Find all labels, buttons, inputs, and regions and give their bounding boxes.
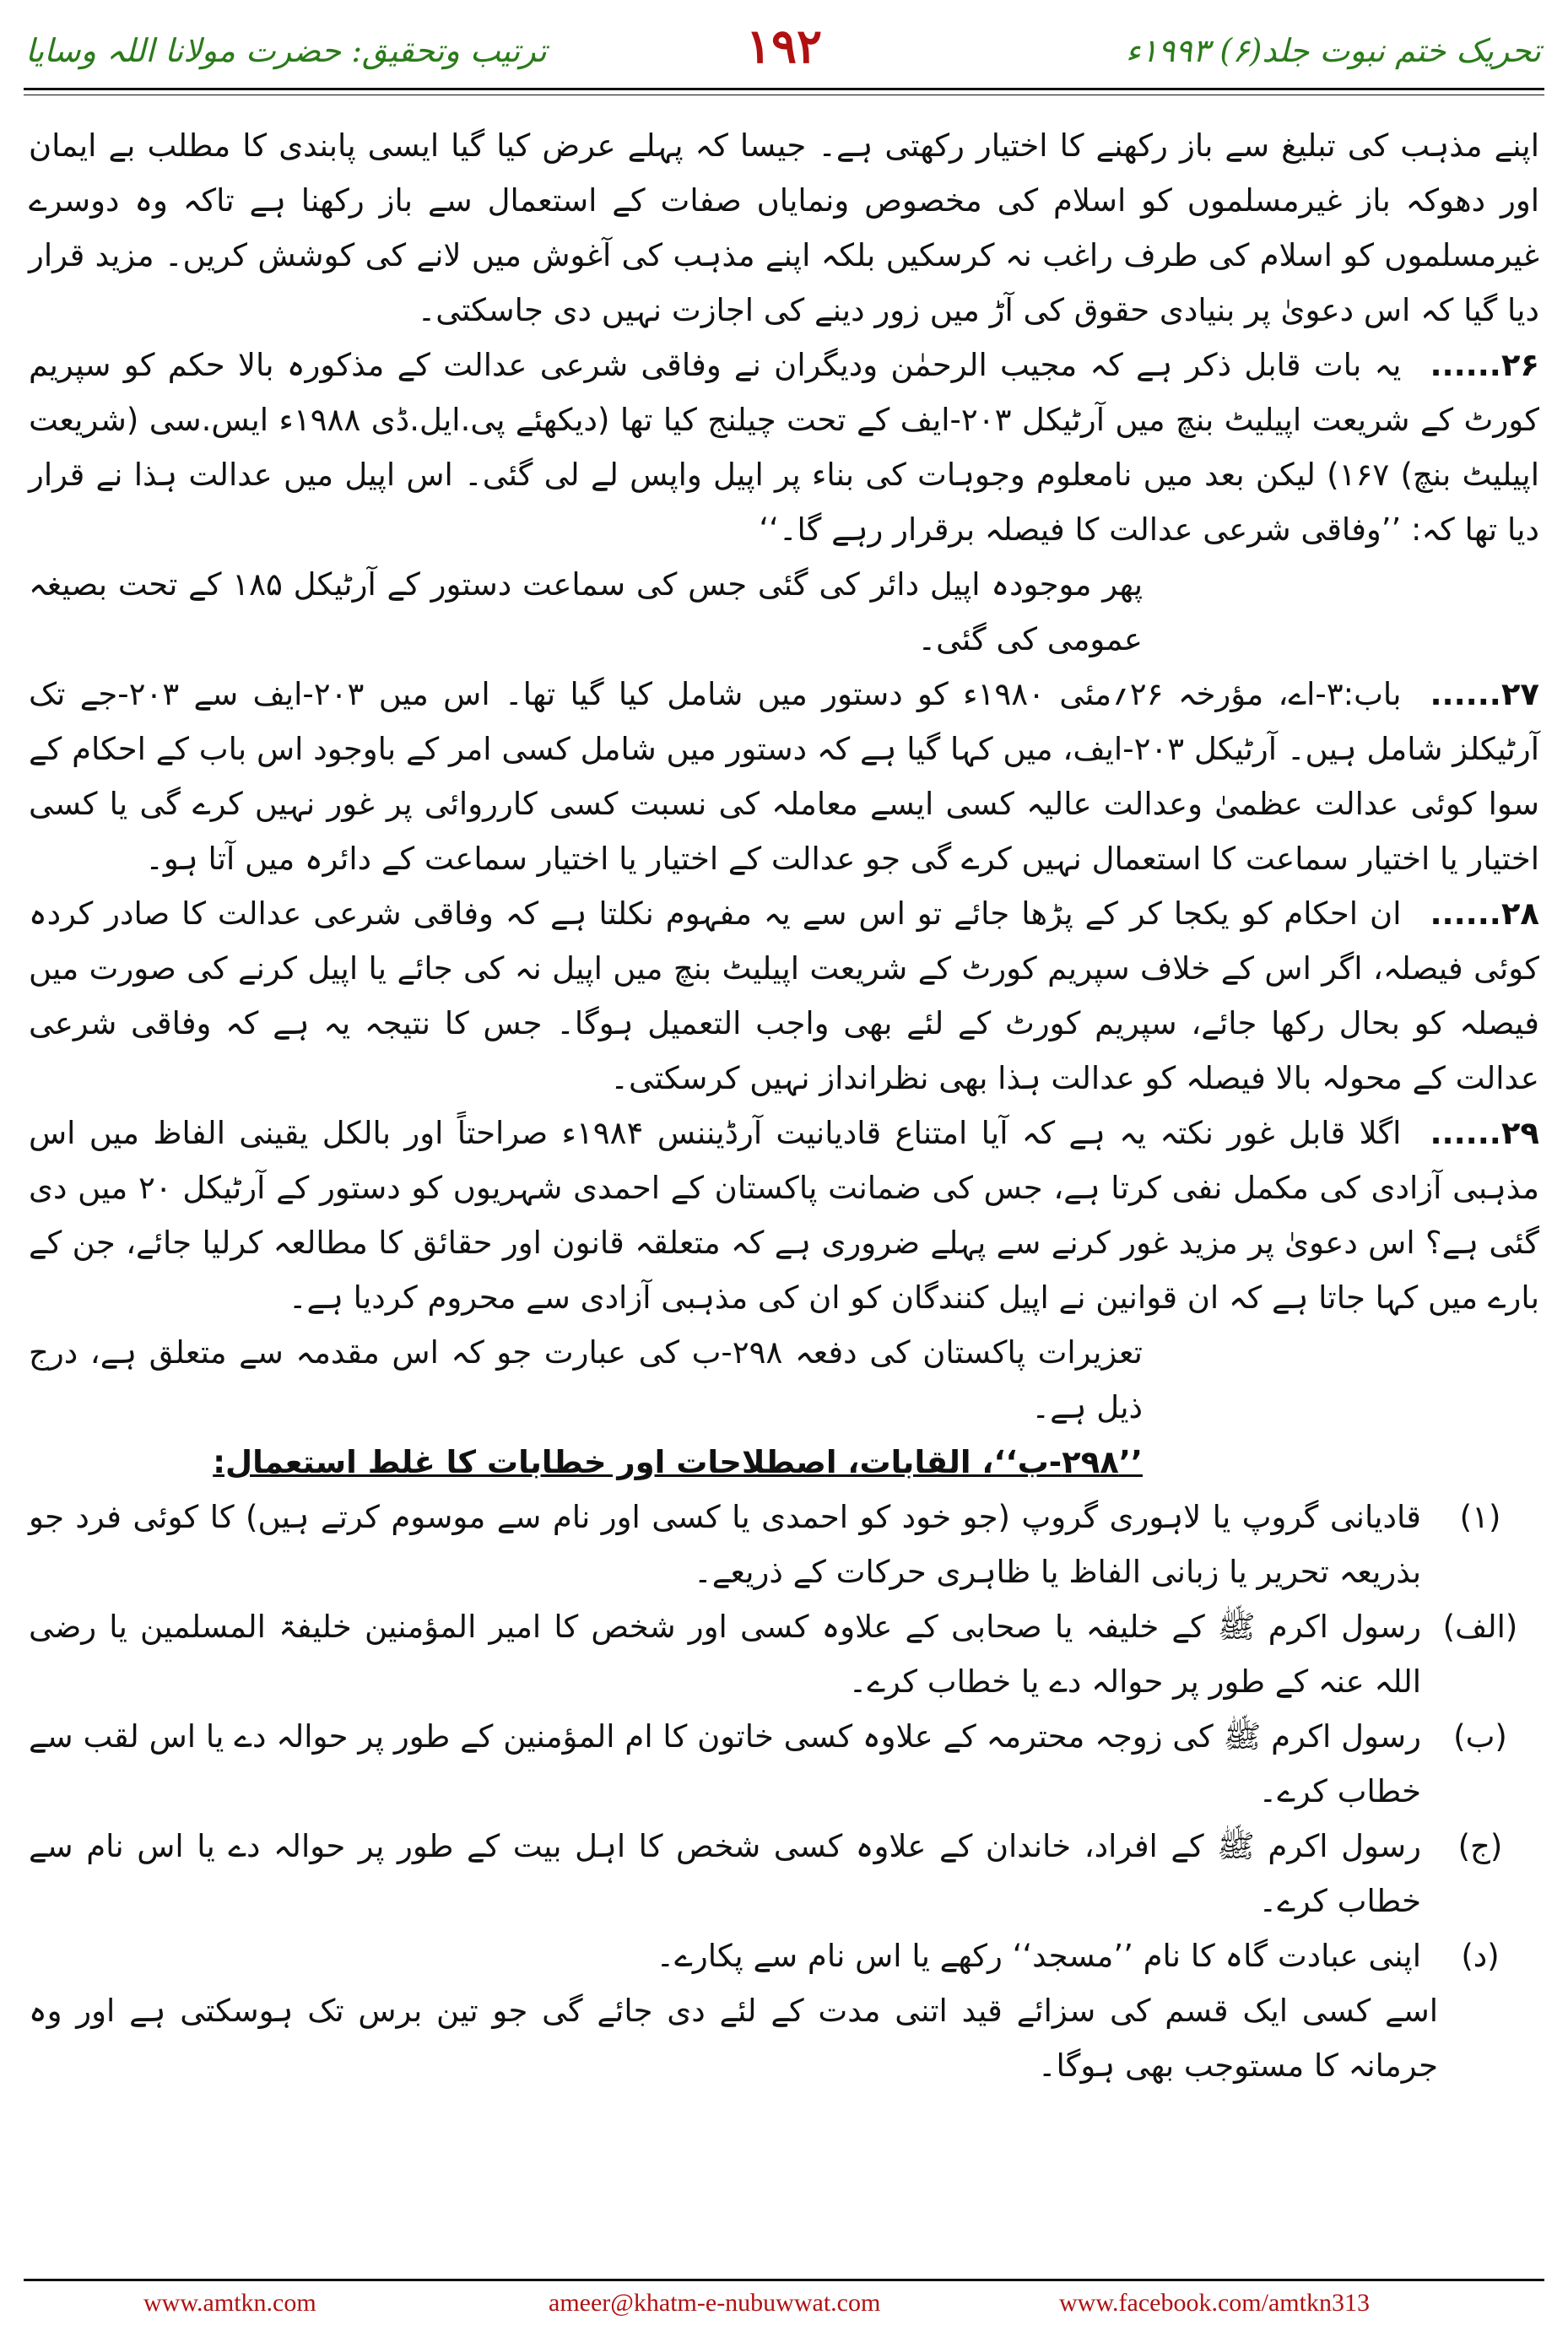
clause-text: رسول اکرم ﷺ کے افراد، خاندان کے علاوہ کسی شخص کا اہل بیت کے طور پر حوالہ دے یا اس نام سے خطاب کرے۔: [29, 1828, 1421, 1919]
paragraph-text: اگلا قابل غور نکتہ یہ ہے کہ آیا امتناع قادیانیت آرڈیننس ۱۹۸۴ء صراحتاً اور بالکل یقینی الفاظ میں اس مذہبی آزادی کی مکمل نفی کرتا ہے، جس کی ضمانت پاکستان کے احمدی شہریوں کو دستور کے آرٹیکل ۲۰ میں دی گئی ہے؟ اس دعویٰ پر مزید غور کرنے سے پہلے ضروری ہے کہ متعلقہ قانون اور حقائق کا مطالعہ کرلیا جائے، جن کے بارے میں کہا جاتا ہے کہ ان قوانین نے اپیل کنندگان کو ان کی مذہبی آزادی سے محروم کردیا ہے۔: [29, 1115, 1540, 1316]
page-header: [0, 0, 1568, 84]
clause-marker: (۱): [1459, 1499, 1501, 1535]
footer-email-link[interactable]: ameer@khatm-e-nubuwwat.com: [549, 2289, 881, 2317]
penal-code-intro: تعزیرات پاکستان کی دفعہ ۲۹۸-ب کی عبارت جو کہ اس مقدمہ سے متعلق ہے، درج ذیل ہے۔: [29, 1334, 1143, 1425]
paragraph-26-continued: پھر موجودہ اپیل دائر کی گئی جس کی سماعت دستور کے آرٹیکل ۱۸۵ کے تحت بصیغہ عمومی کی گئی۔: [29, 566, 1144, 657]
clause-text: اپنی عبادت گاہ کا نام ’’مسجد‘‘ رکھے یا اس نام سے پکارے۔: [656, 1938, 1421, 1974]
footer-website-link[interactable]: www.amtkn.com: [143, 2289, 316, 2317]
clause-be: [29, 1709, 1539, 1819]
paragraph-number: ۲۷......: [1430, 676, 1540, 712]
section-heading: ’’۲۹۸-ب‘‘، القابات، اصطلاحات اور خطابات کا غلط استعمال:: [213, 1444, 1143, 1480]
paragraph-number: ۲۶......: [1430, 347, 1539, 383]
clause-marker: (ج): [1457, 1828, 1503, 1864]
paragraph-number: ۲۹......: [1430, 1115, 1539, 1151]
page-number: ۱۹۲: [745, 19, 823, 74]
header-rule: [24, 88, 1544, 90]
clause-marker: (ب): [1453, 1718, 1507, 1755]
clause-marker: (الف): [1442, 1609, 1518, 1645]
clause-dal: [29, 1928, 1539, 1983]
penalty-paragraph: اسے کسی ایک قسم کی سزائے قید اتنی مدت کے لئے دی جائے گی جو تین برس تک ہوسکتی ہے اور وہ جرمانہ کا مستوجب بھی ہوگا۔: [29, 1993, 1438, 2084]
paragraph-intro: اپنے مذہب کی تبلیغ سے باز رکھنے کا اختیار رکھتی ہے۔ جیسا کہ پہلے عرض کیا گیا ایسی پابندی کا مطلب بے ایمان اور دھوکہ باز غیرمسلموں کو اسلام کی مخصوص ونمایاں صفات کے استعمال سے باز رکھنا ہے تاکہ وہ دوسرے غیرمسلموں کو اسلام کی طرف راغب نہ کرسکیں بلکہ اپنے مذہب کی آغوش میں لانے کی کوشش کریں۔ مزید قرار دیا گیا کہ اس دعویٰ پر بنیادی حقوق کی آڑ میں زور دینے کی اجازت نہیں دی جاسکتی۔: [29, 127, 1539, 328]
clause-text: رسول اکرم ﷺ کے خلیفہ یا صحابی کے علاوہ کسی اور شخص کا امیر المؤمنین خلیفۃ المسلمین یا رضی اللہ عنہ کے طور پر حوالہ دے یا خطاب کرے۔: [29, 1609, 1421, 1700]
header-book-title: تحریک ختم نبوت جلد(۶) ۱۹۹۳ء: [1125, 32, 1541, 69]
clause-text: قادیانی گروپ یا لاہوری گروپ (جو خود کو احمدی یا کسی اور نام سے موسوم کرتے ہیں) کا کوئی فرد جو بذریعہ تحریر یا زبانی الفاظ یا ظاہری حرکات کے ذریعے۔: [29, 1499, 1421, 1590]
clause-marker: (د): [1461, 1938, 1500, 1974]
paragraph-text: باب:۳-اے، مؤرخہ ۲۶؍مئی ۱۹۸۰ء کو دستور میں شامل کیا گیا تھا۔ اس میں ۲۰۳-ایف سے ۲۰۳-جے تک آرٹیکلز شامل ہیں۔ آرٹیکل ۲۰۳-ایف، میں کہا گیا ہے کہ دستور میں شامل کسی امر کے باوجود اس باب کے احکام کے سوا کوئی عدالت عظمیٰ وعدالت عالیہ کسی ایسے معاملہ کی نسبت کسی کارروائی پر غور نہیں کرے گی یا کسی اختیار یا اختیار سماعت کا استعمال نہیں کرے گی جو عدالت کے اختیار یا اختیار سماعت کے دائرہ میں آتا ہو۔: [29, 676, 1539, 877]
paragraph-number: ۲۸......: [1430, 895, 1539, 932]
paragraph-26: [29, 338, 1539, 557]
paragraph-27: [29, 667, 1539, 886]
clause-jeem: [29, 1819, 1539, 1928]
clause-text: رسول اکرم ﷺ کی زوجہ محترمہ کے علاوہ کسی خاتون کا ام المؤمنین کے طور پر حوالہ دے یا اس لقب سے خطاب کرے۔: [29, 1718, 1421, 1809]
paragraph-text: ان احکام کو یکجا کر کے پڑھا جائے تو اس سے یہ مفہوم نکلتا ہے کہ وفاقی شرعی عدالت کا صادر کردہ کوئی فیصلہ، اگر اس کے خلاف سپریم کورٹ کے شریعت اپیلیٹ بنچ میں اپیل نہ کی جائے یا اپیل کرنے کی صورت میں فیصلہ کو بحال رکھا جائے، سپریم کورٹ کے لئے بھی واجب التعمیل ہوگا۔ جس کا نتیجہ یہ ہے کہ وفاقی شرعی عدالت کے محولہ بالا فیصلہ کو عدالت ہذا بھی نظرانداز نہیں کرسکتی۔: [29, 895, 1539, 1096]
clause-1: [29, 1490, 1539, 1599]
paragraph-29: [29, 1106, 1539, 1325]
footer-facebook-link[interactable]: www.facebook.com/amtkn313: [1059, 2289, 1370, 2317]
page-body: [29, 118, 1539, 2228]
paragraph-text: یہ بات قابل ذکر ہے کہ مجیب الرحمٰن ودیگران نے وفاقی شرعی عدالت کے مذکورہ بالا حکم کو سپریم کورٹ کے شریعت اپیلیٹ بنچ میں آرٹیکل ۲۰۳-ایف کے تحت چیلنج کیا تھا (دیکھئے پی.ایل.ڈی ۱۹۸۸ء ایس.سی (شریعت اپیلیٹ بنچ) ۱۶۷) لیکن بعد میں نامعلوم وجوہات کی بناء پر اپیل واپس لے لی گئی۔ اس اپیل میں عدالت ہذا نے قرار دیا تھا کہ: ’’وفاقی شرعی عدالت کا فیصلہ برقرار رہے گا۔‘‘: [29, 347, 1539, 548]
header-compiler: ترتیب وتحقیق: حضرت مولانا اللہ وسایا: [25, 32, 547, 69]
page-footer: [0, 2289, 1568, 2331]
clause-alif: [29, 1599, 1539, 1709]
footer-rule: [24, 2279, 1544, 2281]
paragraph-28: [29, 886, 1539, 1106]
